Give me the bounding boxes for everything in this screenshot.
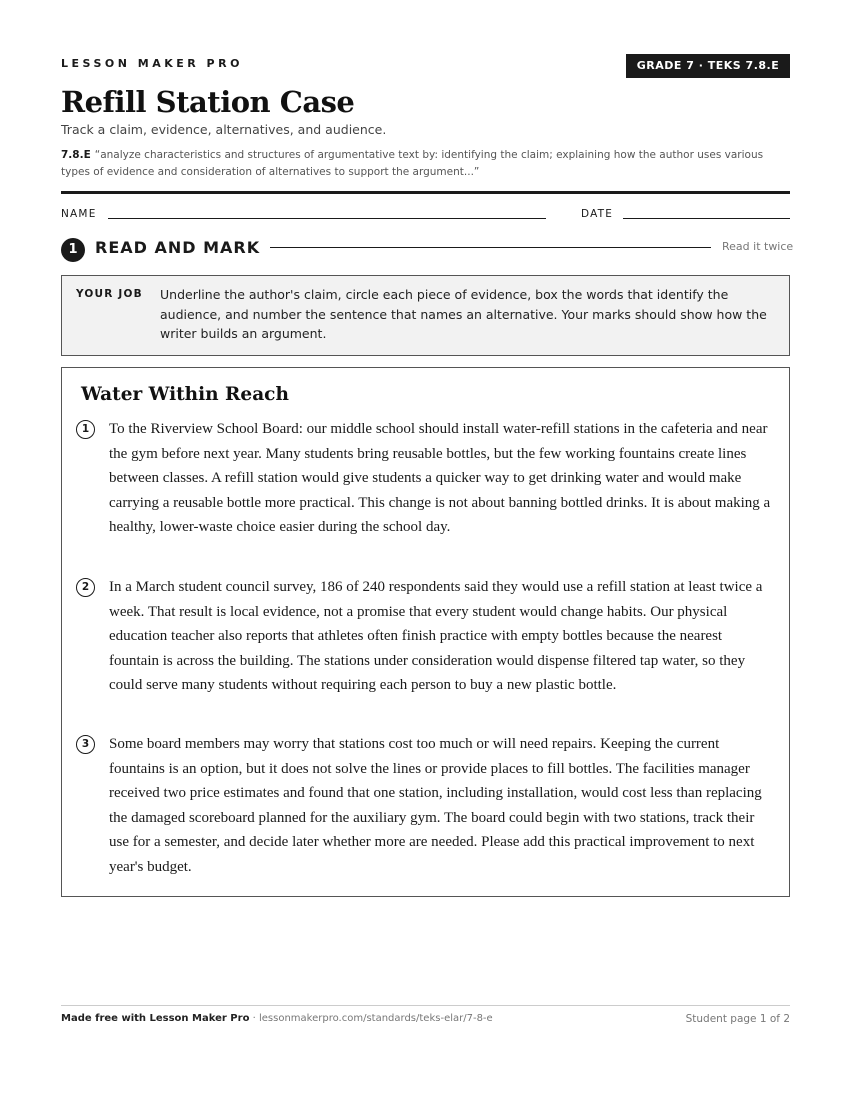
footer-separator: ·	[249, 1013, 259, 1024]
instructions-box	[61, 275, 790, 356]
instructions-label: YOUR JOB	[76, 288, 143, 300]
name-label: NAME	[61, 208, 97, 220]
page-subtitle: Track a claim, evidence, alternatives, and audience.	[61, 122, 387, 137]
paragraph-number-badge: 3	[76, 735, 95, 754]
section-number-badge: 1	[61, 238, 85, 262]
page-number: Student page 1 of 2	[685, 1013, 790, 1025]
header-divider	[61, 191, 790, 194]
footer-credit	[61, 1013, 493, 1024]
standard-description	[61, 147, 776, 180]
standard-text: “analyze characteristics and structures of argumentative text by: identifying the claim; explaining how the author uses various types of evidence and consideration of alternatives to support the argument...”	[61, 149, 764, 178]
footer-url[interactable]: lessonmakerpro.com/standards/teks-elar/7-8-e	[258, 1013, 493, 1024]
brand-name: LESSON MAKER PRO	[61, 57, 243, 70]
paragraph-number-badge: 1	[76, 420, 95, 439]
instructions-text: Underline the author's claim, circle each piece of evidence, box the words that identify the audience, and number the sentence that names an alternative. Your marks should show how the writer builds an argument.	[160, 287, 767, 341]
footer-divider	[61, 1005, 790, 1006]
standard-code: 7.8.E	[61, 149, 91, 161]
section-note: Read it twice	[722, 240, 794, 253]
page-title: Refill Station Case	[61, 85, 355, 119]
section-divider	[270, 247, 711, 248]
date-field[interactable]	[623, 218, 790, 219]
footer-made-with: Made free with Lesson Maker Pro	[61, 1013, 250, 1024]
date-label: DATE	[581, 208, 614, 220]
grade-badge: GRADE 7 · TEKS 7.8.E	[626, 54, 790, 78]
name-field[interactable]	[108, 218, 546, 219]
passage-paragraph: In a March student council survey, 186 of 240 respondents said they would use a refill station at least twice a week. That result is local evidence, not a promise that every student would change habits. Our physical education teacher also reports that athletes often finish practice with empty bottles because the nearest fountain is across the building. The stations under consideration would dispense filtered tap water, so they could serve many students without requiring each person to buy a new plastic bottle.	[109, 579, 763, 693]
reading-passage	[61, 367, 790, 897]
passage-title: Water Within Reach	[81, 384, 289, 405]
section-title: READ AND MARK	[95, 238, 261, 257]
passage-paragraph: To the Riverview School Board: our middle school should install water-refill stations in the cafeteria and near the gym before next year. Many students bring reusable bottles, but the few working fountains create lines between classes. A refill station would give students a quicker way to get drinking water and would make carrying a reusable bottle more practical. This change is not about banning bottled drinks. It is about making a healthy, lower-waste choice easier during the school day.	[109, 421, 771, 535]
paragraph-number-badge: 2	[76, 578, 95, 597]
passage-paragraph: Some board members may worry that stations cost too much or will need repairs. Keeping the current fountains is an option, but it does not solve the lines or provide places to fill bottles. The facilities manager received two price estimates and found that one station, including installation, would cost less than replacing the damaged scoreboard planned for the auxiliary gym. The board could begin with two stations, track their use for a semester, and decide later whether more are needed. Please add this practical improvement to next year's budget.	[109, 736, 762, 875]
